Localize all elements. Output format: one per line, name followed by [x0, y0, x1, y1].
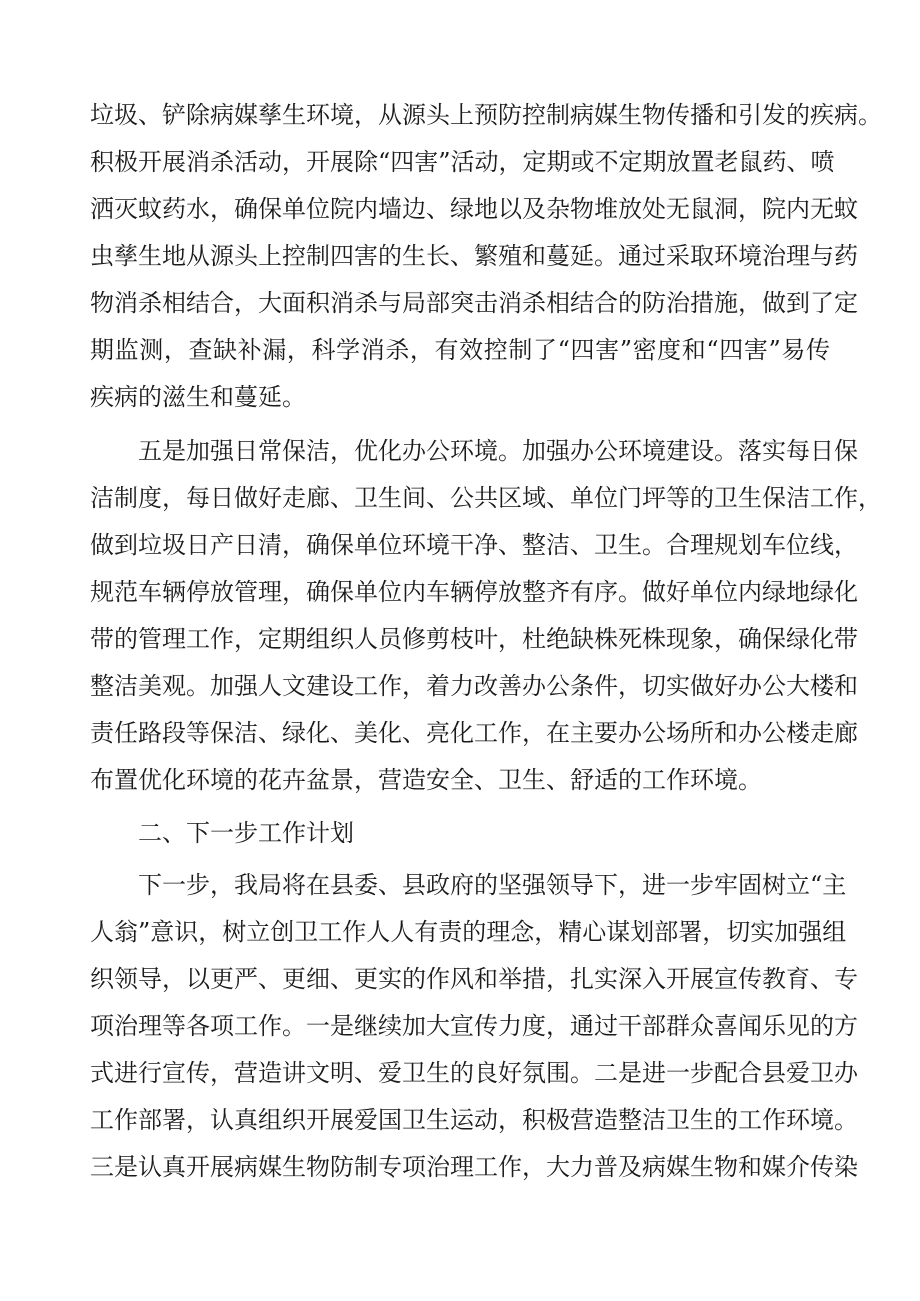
text-line: 项治理等各项工作。一是继续加大宣传力度，通过干部群众喜闻乐见的方: [90, 1012, 858, 1040]
text-line: 下一步，我局将在县委、县政府的坚强领导下，进一步牢固树立“主: [138, 871, 847, 899]
text-line: 物消杀相结合，大面积消杀与局部突击消杀相结合的防治措施，做到了定: [90, 289, 858, 317]
text-line: 五是加强日常保洁，优化办公环境。加强办公环境建设。落实每日保: [138, 437, 858, 465]
text-line: 积极开展消杀活动，开展除“四害”活动，定期或不定期放置老鼠药、喷: [90, 148, 835, 176]
text-line: 责任路段等保洁、绿化、美化、亮化工作，在主要办公场所和办公楼走廊: [90, 719, 858, 747]
text-line: 做到垃圾日产日清，确保单位环境干净、整洁、卫生。合理规划车位线，: [90, 531, 858, 559]
text-line: 布置优化环境的花卉盆景，营造安全、卫生、舒适的工作环境。: [90, 766, 762, 794]
text-line: 式进行宣传，营造讲文明、爱卫生的良好氛围。二是进一步配合县爱卫办: [90, 1059, 858, 1087]
text-line: 带的管理工作，定期组织人员修剪枝叶，杜绝缺株死株现象，确保绿化带: [90, 625, 858, 653]
text-line: 三是认真开展病媒生物防制专项治理工作，大力普及病媒生物和媒介传染: [90, 1153, 858, 1181]
text-line: 工作部署，认真组织开展爱国卫生运动，积极营造整洁卫生的工作环境。: [90, 1106, 858, 1134]
text-line: 洁制度，每日做好走廊、卫生间、公共区域、单位门坪等的卫生保洁工作，: [90, 484, 882, 512]
text-line: 垃圾、铲除病媒孳生环境，从源头上预防控制病媒生物传播和引发的疾病。: [90, 101, 882, 129]
text-line: 整洁美观。加强人文建设工作，着力改善办公条件，切实做好办公大楼和: [90, 672, 858, 700]
text-line: 期监测，查缺补漏，科学消杀，有效控制了“四害”密度和“四害”易传: [90, 336, 830, 364]
text-line: 虫孳生地从源头上控制四害的生长、繁殖和蔓延。通过采取环境治理与药: [90, 242, 858, 270]
text-line: 规范车辆停放管理，确保单位内车辆停放整齐有序。做好单位内绿地绿化: [90, 578, 858, 606]
text-line: 疾病的滋生和蔓延。: [90, 383, 306, 411]
text-line: 人翁”意识，树立创卫工作人人有责的理念，精心谋划部署，切实加强组: [90, 918, 847, 946]
text-line: 洒灭蚊药水，确保单位院内墙边、绿地以及杂物堆放处无鼠洞，院内无蚊: [90, 195, 858, 223]
text-line: 织领导，以更严、更细、更实的作风和举措，扎实深入开展宣传教育、专: [90, 965, 858, 993]
section-heading: 二、下一步工作计划: [138, 819, 354, 847]
